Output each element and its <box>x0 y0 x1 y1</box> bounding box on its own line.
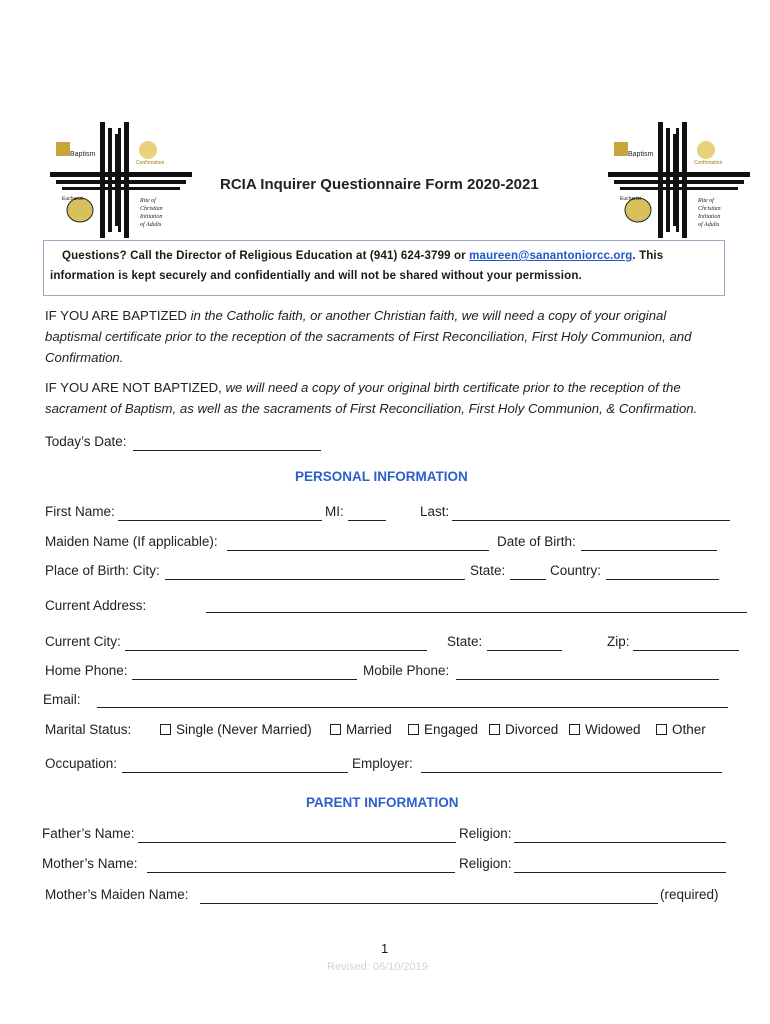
pob-state-field[interactable] <box>510 579 546 580</box>
current-city-label: Current City: <box>45 634 121 649</box>
pob-city-field[interactable] <box>165 579 465 580</box>
current-address-label: Current Address: <box>45 598 147 613</box>
marital-option-divorced[interactable]: Divorced <box>489 722 558 737</box>
personal-info-heading: PERSONAL INFORMATION <box>295 469 468 484</box>
occupation-field[interactable] <box>122 772 348 773</box>
pob-state-label: State: <box>470 563 506 578</box>
baptism-icon <box>56 142 70 156</box>
mother-maiden-label: Mother’s Maiden Name: <box>45 887 189 902</box>
notice-line-2: information is kept securely and confidentially and will not be shared without your permission. <box>50 270 582 282</box>
home-phone-field[interactable] <box>132 679 357 680</box>
zip-label: Zip: <box>607 634 630 649</box>
pob-country-field[interactable] <box>606 579 719 580</box>
logo-baptism-text: Baptism <box>70 151 96 158</box>
occupation-label: Occupation: <box>45 756 118 771</box>
zip-field[interactable] <box>633 650 739 651</box>
father-religion-field[interactable] <box>514 842 726 843</box>
baptized-line-1: in the Catholic faith, or another Christian faith, we will need a copy of your original <box>186 308 667 323</box>
mother-religion-field[interactable] <box>514 872 726 873</box>
rcia-logo-right <box>606 120 752 240</box>
maiden-name-field[interactable] <box>227 550 489 551</box>
pob-city-label: Place of Birth: City: <box>45 563 160 578</box>
current-city-field[interactable] <box>125 650 427 651</box>
checkbox[interactable] <box>330 724 341 735</box>
marital-option-married[interactable]: Married <box>330 722 392 737</box>
mother-name-field[interactable] <box>147 872 455 873</box>
home-phone-label: Home Phone: <box>45 663 128 678</box>
not-baptized-caps: IF YOU ARE NOT BAPTIZED, <box>45 380 222 395</box>
father-name-label: Father’s Name: <box>42 826 135 841</box>
eucharist-icon <box>139 141 157 159</box>
required-note: (required) <box>660 887 719 902</box>
marital-option-single[interactable]: Single (Never Married) <box>160 722 312 737</box>
mobile-phone-field[interactable] <box>456 679 719 680</box>
mother-religion-label: Religion: <box>459 856 512 871</box>
employer-label: Employer: <box>352 756 413 771</box>
baptized-instructions <box>45 305 735 368</box>
logo-rite-3: Initiation <box>140 214 163 220</box>
rcia-logo-left <box>48 120 194 240</box>
form-title: RCIA Inquirer Questionnaire Form 2020-2021 <box>220 176 539 193</box>
dob-label: Date of Birth: <box>497 534 576 549</box>
first-name-field[interactable] <box>118 520 322 521</box>
logo-confirmation-text: Confirmation <box>694 160 723 166</box>
mobile-phone-label: Mobile Phone: <box>363 663 450 678</box>
notice-text-after: . This <box>632 250 664 262</box>
current-state-field[interactable] <box>487 650 562 651</box>
email-field[interactable] <box>97 707 728 708</box>
baptism-icon <box>614 142 628 156</box>
checkbox[interactable] <box>160 724 171 735</box>
marital-option-other[interactable]: Other <box>656 722 706 737</box>
logo-eucharist-text: Eucharist <box>62 196 83 202</box>
logo-rite-4: of Adults <box>140 222 162 228</box>
mother-name-label: Mother’s Name: <box>42 856 138 871</box>
logo-rite-1: Rite of <box>140 198 156 204</box>
todays-date-field[interactable] <box>133 450 321 451</box>
dob-field[interactable] <box>581 550 717 551</box>
todays-date-label: Today’s Date: <box>45 434 127 449</box>
logo-baptism-text: Baptism <box>628 151 654 158</box>
father-name-field[interactable] <box>138 842 456 843</box>
marital-option-engaged[interactable]: Engaged <box>408 722 478 737</box>
mi-label: MI: <box>325 504 344 519</box>
checkbox[interactable] <box>408 724 419 735</box>
marital-option-widowed[interactable]: Widowed <box>569 722 641 737</box>
mi-field[interactable] <box>348 520 386 521</box>
baptized-line-3: Confirmation. <box>45 350 124 365</box>
parent-info-heading: PARENT INFORMATION <box>306 795 459 810</box>
logo-rite-2: Christian <box>698 206 721 212</box>
checkbox[interactable] <box>656 724 667 735</box>
employer-field[interactable] <box>421 772 722 773</box>
current-state-label: State: <box>447 634 483 649</box>
logo-confirmation-text: Confirmation <box>136 160 165 166</box>
checkbox[interactable] <box>569 724 580 735</box>
notice-text: Questions? Call the Director of Religious Education at (941) 624-3799 or <box>62 250 470 262</box>
logo-rite-2: Christian <box>140 206 163 212</box>
not-baptized-line-2: sacrament of Baptism, as well as the sacraments of First Reconciliation, First Holy Communion, & Confirmation. <box>45 401 698 416</box>
mother-maiden-field[interactable] <box>200 903 658 904</box>
not-baptized-instructions <box>45 377 735 419</box>
logo-eucharist-text: Eucharist <box>620 196 641 202</box>
last-name-field[interactable] <box>452 520 730 521</box>
baptized-line-2: baptismal certificate prior to the reception of the sacraments of First Reconciliation, First Holy Communion, and <box>45 329 692 344</box>
current-address-field[interactable] <box>206 612 747 613</box>
checkbox[interactable] <box>489 724 500 735</box>
director-email-link[interactable]: maureen@sanantoniorcc.org <box>469 250 633 262</box>
eucharist-icon <box>697 141 715 159</box>
father-religion-label: Religion: <box>459 826 512 841</box>
marital-status-label: Marital Status: <box>45 722 132 737</box>
logo-rite-1: Rite of <box>698 198 714 204</box>
pob-country-label: Country: <box>550 563 602 578</box>
logo-rite-4: of Adults <box>698 222 720 228</box>
email-label: Email: <box>43 692 81 707</box>
first-name-label: First Name: <box>45 504 115 519</box>
last-name-label: Last: <box>420 504 450 519</box>
contact-notice <box>43 240 725 296</box>
baptized-caps: IF YOU ARE BAPTIZED <box>45 308 187 323</box>
maiden-name-label: Maiden Name (If applicable): <box>45 534 218 549</box>
cross-icon <box>50 122 192 238</box>
revised-date: Revised: 06/10/2019 <box>327 961 428 973</box>
cross-icon <box>608 122 750 238</box>
not-baptized-line-1: we will need a copy of your original birth certificate prior to the reception of the <box>221 380 681 395</box>
logo-rite-3: Initiation <box>698 214 721 220</box>
page-number: 1 <box>381 941 389 956</box>
